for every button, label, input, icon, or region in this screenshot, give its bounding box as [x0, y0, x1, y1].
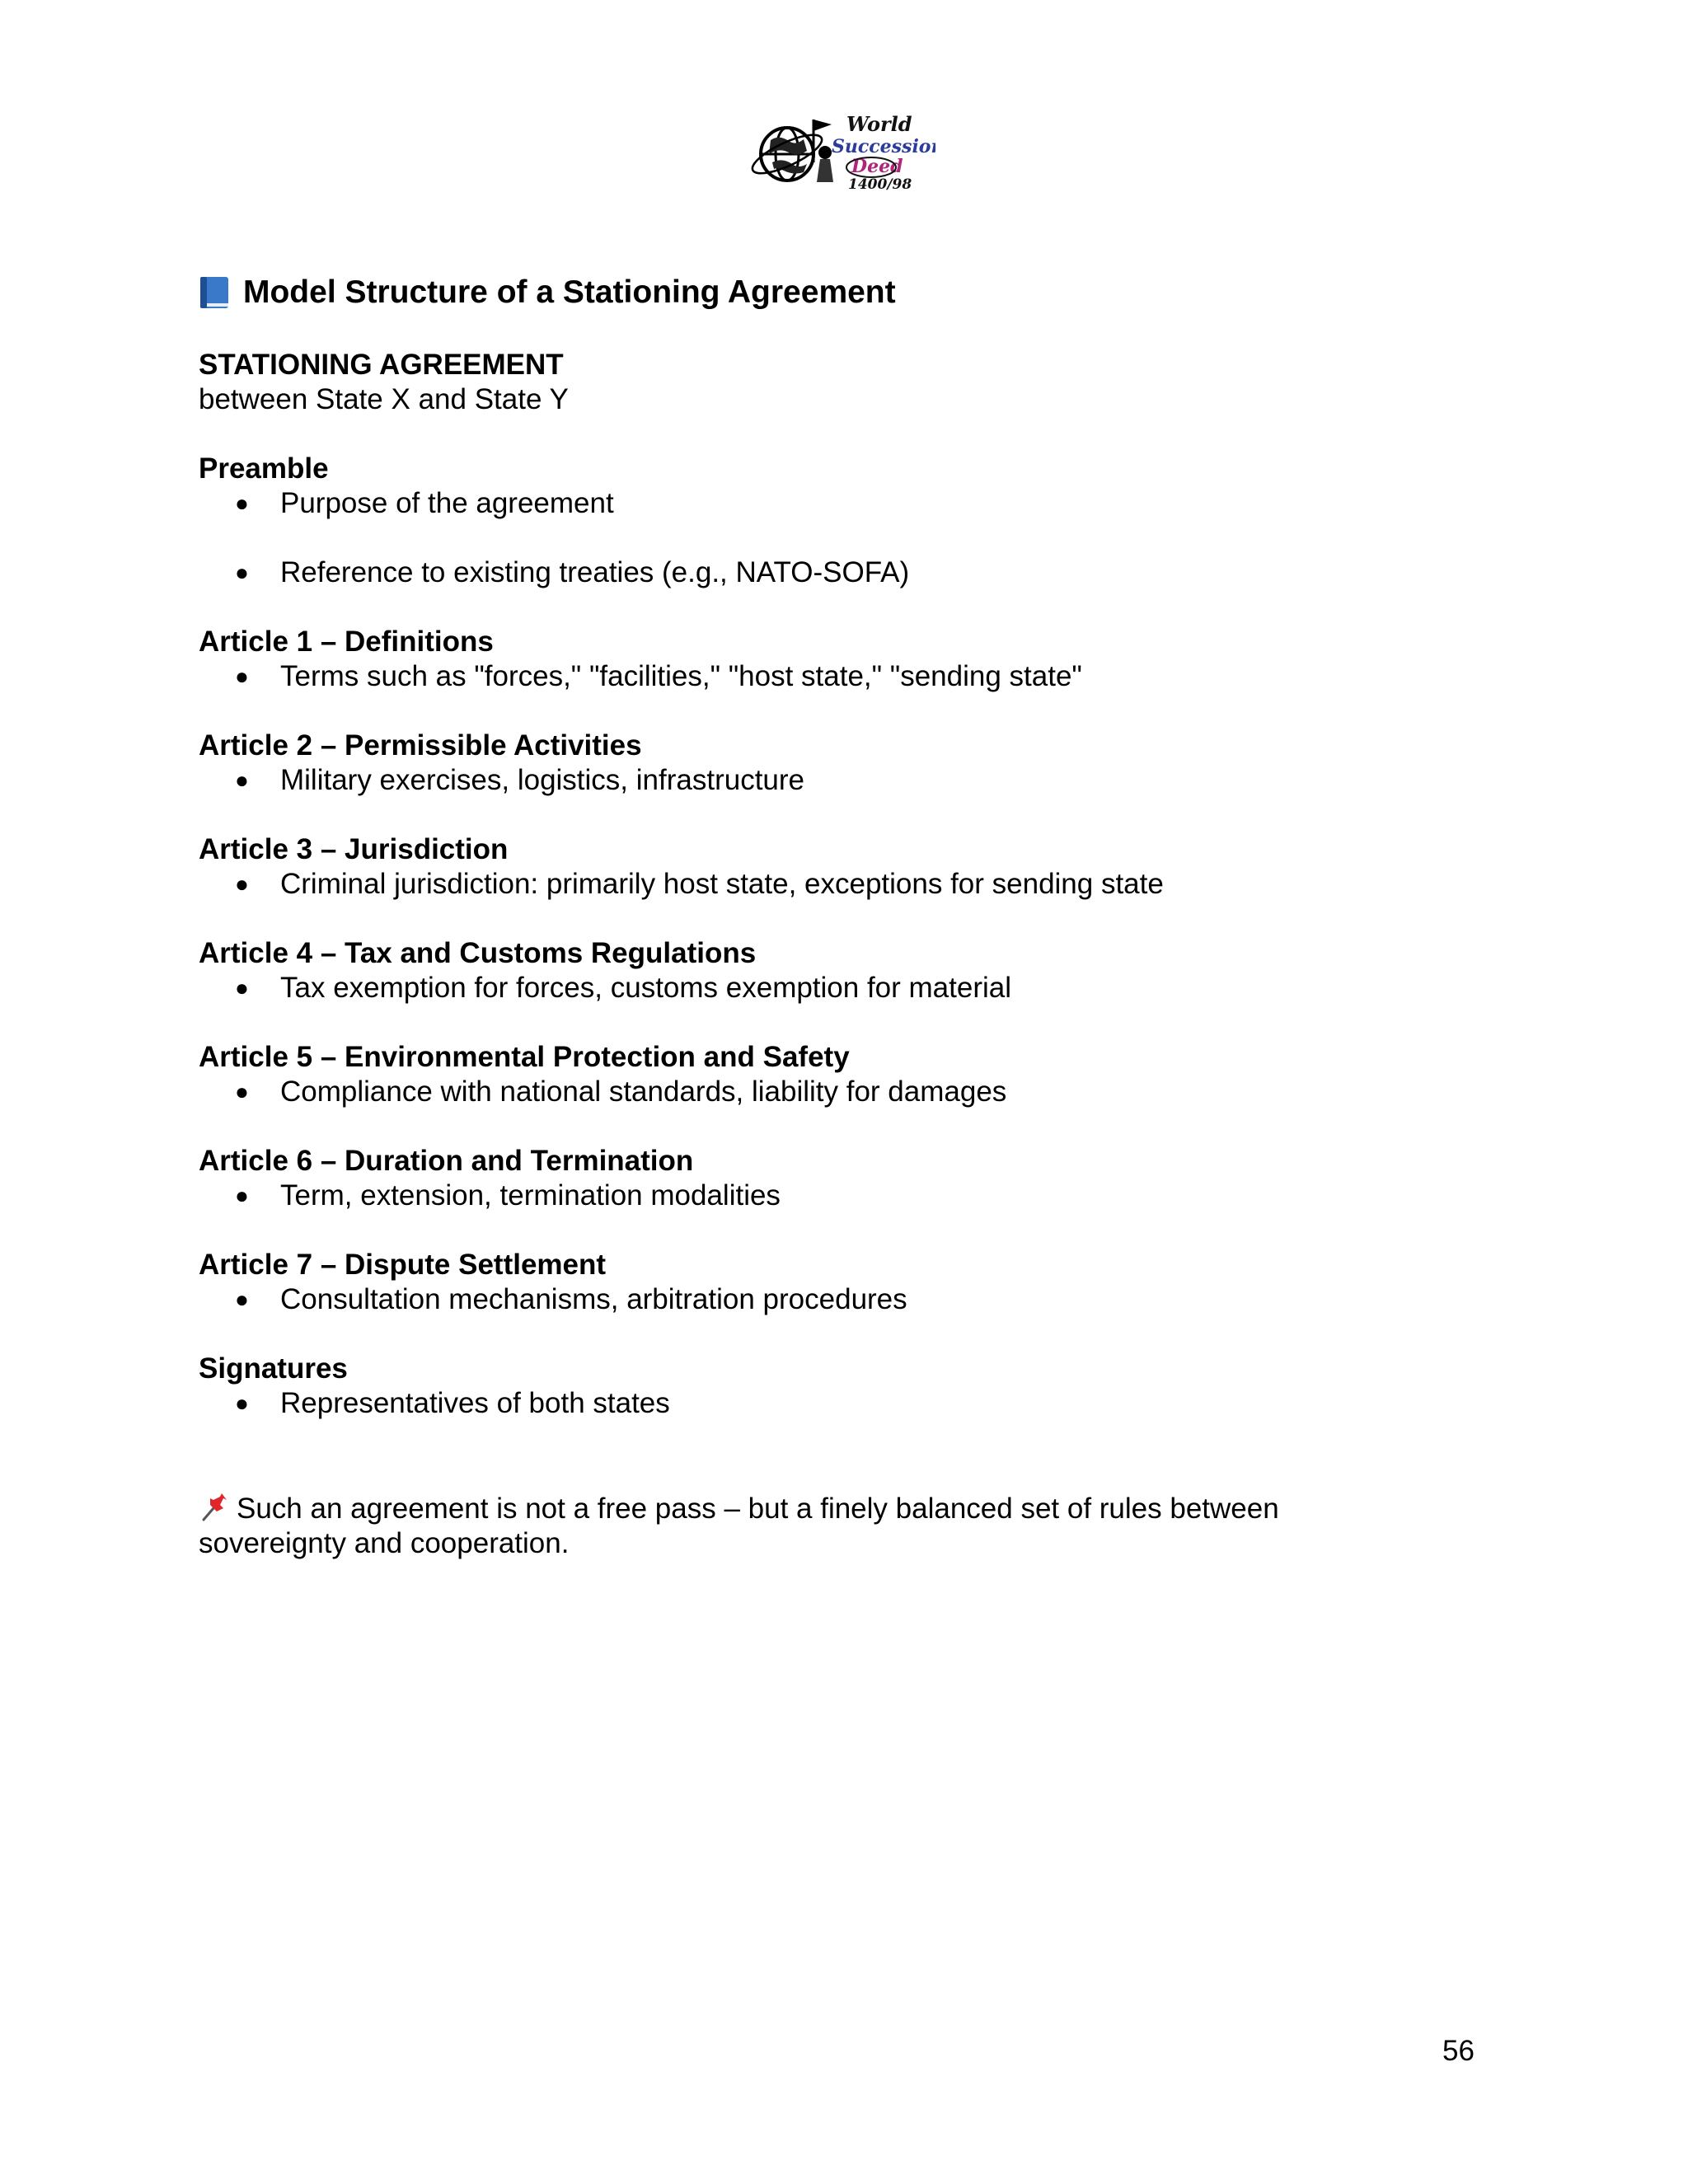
bullet-icon: ●: [235, 1183, 249, 1208]
bullet-icon: ●: [235, 560, 249, 585]
logo-word-succession: Succession: [832, 136, 935, 157]
bullet-icon: ●: [235, 1286, 249, 1312]
list-item: ● Consultation mechanisms, arbitration procedures: [235, 1283, 907, 1315]
page-title: [199, 272, 1534, 313]
list-item: ● Representatives of both states: [235, 1387, 670, 1419]
list-item: ● Reference to existing treaties (e.g., NATO-SOFA): [235, 556, 910, 588]
section-article-6: [199, 1144, 1534, 1213]
list-item: ● Term, extension, termination modalities: [235, 1179, 781, 1212]
agreement-subheading: between State X and State Y: [199, 383, 569, 415]
list-item: ● Criminal jurisdiction: primarily host state, exceptions for sending state: [235, 868, 1164, 900]
section-title: Article 2 – Permissible Activities: [199, 729, 642, 762]
bullet-icon: ●: [235, 975, 249, 1001]
bullet-icon: ●: [235, 767, 249, 793]
section-preamble: [199, 452, 1534, 590]
logo-graphic: [746, 103, 935, 194]
closing-note: [199, 1490, 1369, 1561]
list-item: ● Compliance with national standards, liability for damages: [235, 1076, 1007, 1108]
bullet-icon: ●: [235, 663, 249, 689]
section-title: Article 1 – Definitions: [199, 626, 494, 658]
section-article-7: [199, 1248, 1534, 1317]
logo-word-year: 1400/98: [848, 176, 912, 193]
bullet-icon: ●: [235, 1079, 249, 1104]
logo-word-deed: Deed: [851, 156, 903, 177]
closing-note-text: Such an agreement is not a free pass – but a finely balanced set of rules between sovereignty and cooperation.: [199, 1493, 1279, 1559]
section-title: Signatures: [199, 1352, 348, 1385]
bullet-icon: ●: [235, 1390, 249, 1416]
section-article-5: [199, 1040, 1534, 1109]
section-article-2: [199, 729, 1534, 798]
list-item: ● Terms such as "forces," "facilities," "host state," "sending state": [235, 660, 1082, 692]
bullet-icon: ●: [235, 871, 249, 897]
document-body: [199, 272, 1534, 1561]
page-title-text: Model Structure of a Stationing Agreement: [243, 274, 896, 310]
list-item: ● Military exercises, logistics, infrastructure: [235, 764, 804, 796]
logo-word-world: World: [846, 112, 912, 136]
section-article-1: [199, 625, 1534, 694]
page-number: 56: [1442, 2035, 1475, 2067]
section-title: Article 4 – Tax and Customs Regulations: [199, 937, 757, 969]
list-item: ● Tax exemption for forces, customs exemption for material: [235, 972, 1012, 1004]
list-item: ● Purpose of the agreement: [235, 487, 614, 519]
agreement-heading: STATIONING AGREEMENT: [199, 349, 564, 381]
section-title: Preamble: [199, 452, 329, 485]
section-article-3: [199, 832, 1534, 902]
section-article-4: [199, 936, 1534, 1005]
bullet-icon: ●: [235, 490, 249, 516]
pushpin-icon: [199, 1490, 232, 1523]
section-title: Article 3 – Jurisdiction: [199, 833, 509, 865]
section-title: Article 5 – Environmental Protection and Safety: [199, 1041, 850, 1073]
section-title: Article 7 – Dispute Settlement: [199, 1249, 607, 1281]
section-title: Article 6 – Duration and Termination: [199, 1145, 694, 1177]
section-signatures: [199, 1352, 1534, 1421]
book-icon: [199, 275, 230, 310]
world-succession-deed-logo: [746, 103, 935, 194]
